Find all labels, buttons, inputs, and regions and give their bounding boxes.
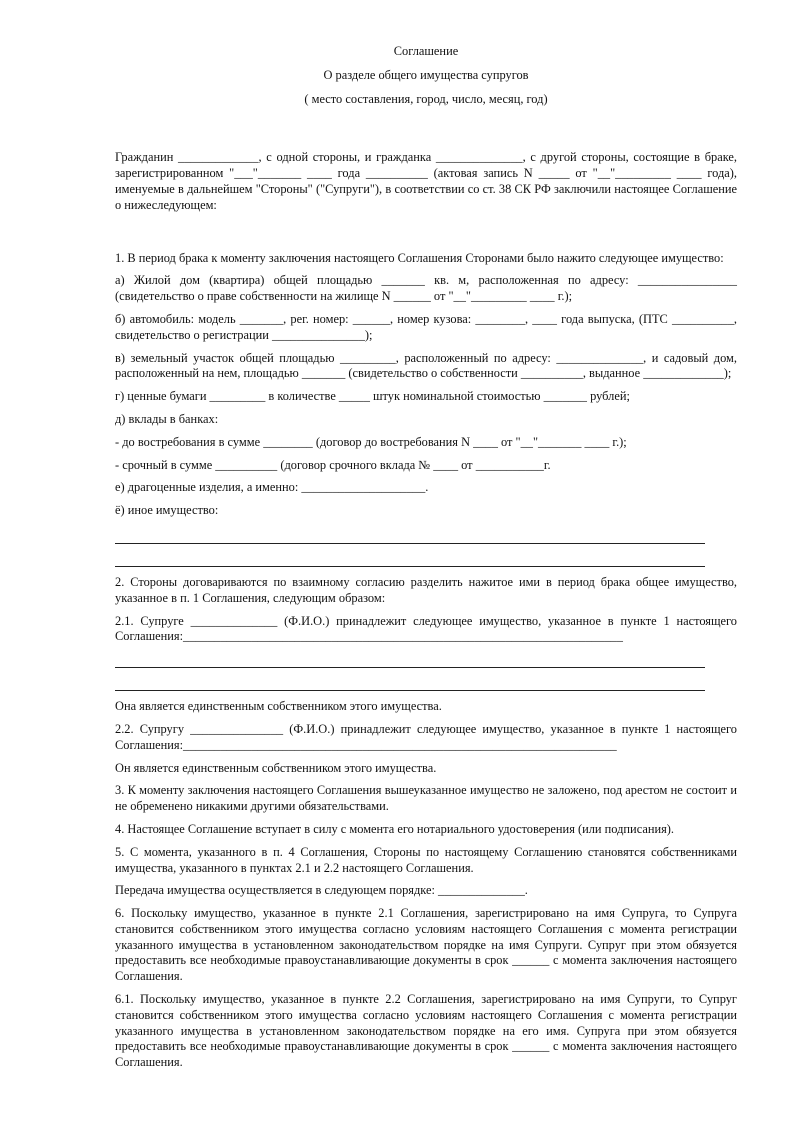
document-title: Соглашение (393, 44, 459, 58)
clause-2-1-owner: Она является единственным собственником этого имущества. (115, 699, 442, 714)
clause-5: 5. С момента, указанного в п. 4 Соглашения, Стороны по настоящему Соглашению становятся собственниками имущества, указанного в пунктах 2.1 и 2.2 настоящего Соглашения. (115, 844, 737, 875)
section-2-heading: 2. Стороны договариваются по взаимному согласию разделить нажитое ими в период брака общее имущество, указанное в п. 1 Соглашения, следующим образом: (115, 574, 737, 605)
section-1-heading: 1. В период брака к моменту заключения настоящего Соглашения Сторонами было нажито следующее имущество: (115, 250, 724, 265)
item-yo-other: ё) иное имущество: (115, 503, 219, 518)
clause-6-1: 6.1. Поскольку имущество, указанное в пункте 2.2 Соглашения, зарегистрировано на имя Супруги, то Супруг становится собственником этого имущества согласно условиям настоящего Соглашения с момента регистрации указанного имущества в установленном законодательством порядке на его имя. Супруга при этом обязуется предоставить все необходимые правоустанавливающие документы в срок ______ с момента заключения настоящего Соглашения. (115, 992, 737, 1070)
blank-line (115, 659, 705, 668)
clause-2-2: 2.2. Супругу _______________ (Ф.И.О.) принадлежит следующее имущество, указанное в пункте 1 настоящего Соглашения:______________________________________________________________________ (115, 721, 737, 752)
item-e-jewelry: е) драгоценные изделия, а именно: ____________________. (115, 480, 429, 495)
document-subtitle: О разделе общего имущества супругов (323, 67, 529, 82)
item-d-demand-deposit: - до востребования в сумме ________ (договор до востребования N ____ от "__"_______ ____ г.); (115, 434, 627, 449)
item-v-land: в) земельный участок общей площадью _________, расположенный по адресу: ______________, и садовый дом, расположенный на нем, площадью _______ (свидетельство о собственности __________, выданное _____________); (115, 350, 737, 381)
clause-2-1: 2.1. Супруге ______________ (Ф.И.О.) принадлежит следующее имущество, указанное в пункте 1 настоящего Соглашения:_______________________________________________________________________ (115, 613, 737, 644)
item-d-term-deposit: - срочный в сумме __________ (договор срочного вклада № ____ от ___________г. (115, 457, 551, 472)
item-g-securities: г) ценные бумаги _________ в количестве _____ штук номинальной стоимостью _______ рублей; (115, 389, 630, 404)
item-b-car: б) автомобиль: модель _______, рег. номер: ______, номер кузова: ________, ____ года выпуска, (ПТС __________, свидетельство о регистрации _______________); (115, 311, 737, 342)
document-place-line: ( место составления, город, число, месяц, год) (304, 91, 548, 106)
item-a-house: а) Жилой дом (квартира) общей площадью _______ кв. м, расположенная по адресу: ________________ (свидетельство о праве собственности на жилище N ______ от "__"_________ ____ г.); (115, 273, 737, 304)
blank-line (115, 535, 705, 544)
clause-6: 6. Поскольку имущество, указанное в пункте 2.1 Соглашения, зарегистрировано на имя Супруга, то Супруга становится собственником этого имущества согласно условиям настоящего Соглашения с момента регистрации указанного имущества в установленном законодательством порядке на имя Супруги. Супруг при этом обязуется предоставить все необходимые правоустанавливающие документы в срок ______ с момента заключения настоящего Соглашения. (115, 906, 737, 984)
clause-5-transfer: Передача имущества осуществляется в следующем порядке: ______________. (115, 883, 528, 898)
blank-line (115, 682, 705, 691)
document-page (115, 44, 737, 1071)
clause-4: 4. Настоящее Соглашение вступает в силу с момента его нотариального удостоверения (или подписания). (115, 821, 675, 836)
item-d-deposits: д) вклады в банках: (115, 411, 219, 426)
intro-paragraph: Гражданин _____________, с одной стороны, и гражданка ______________, с другой стороны, состоящие в браке, зарегистрированном "___"_______ ____ года __________ (актовая запись N _____ от "__"_________ ____ года), именуемые в дальнейшем "Стороны" ("Супруги"), в соответствии со ст. 38 СК РФ заключили настоящее Соглашение о нижеследующем: (115, 150, 737, 212)
clause-2-2-owner: Он является единственным собственником этого имущества. (115, 760, 437, 775)
clause-3: 3. К моменту заключения настоящего Соглашения вышеуказанное имущество не заложено, под арестом не состоит и не обременено никакими другими обязательствами. (115, 783, 737, 814)
blank-line (115, 558, 705, 567)
